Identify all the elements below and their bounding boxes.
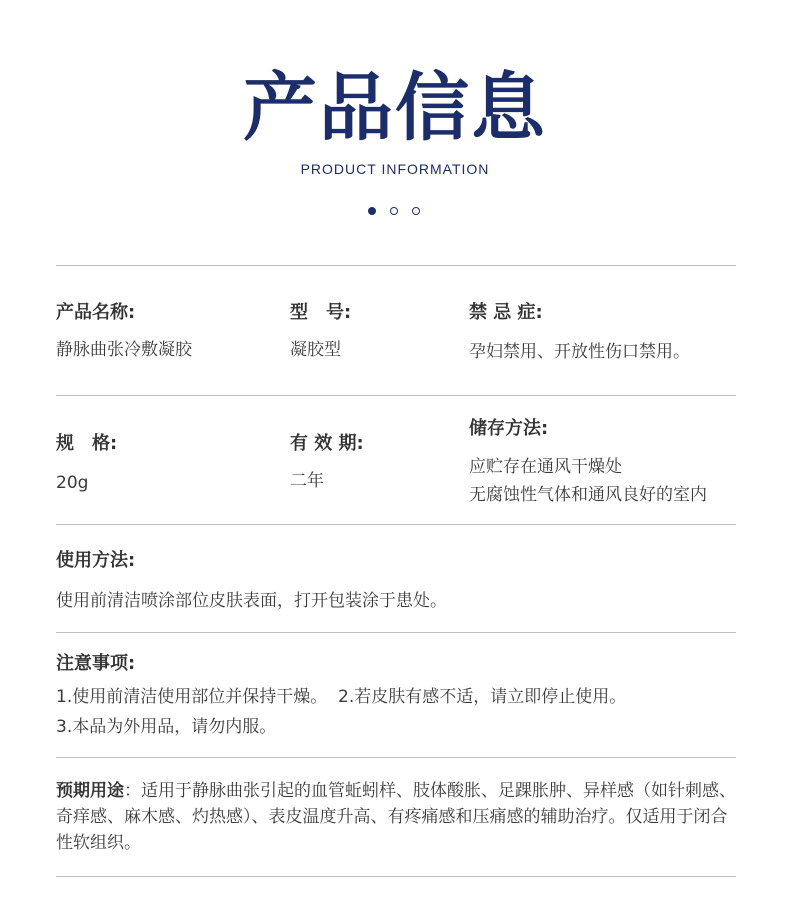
- divider: [56, 757, 736, 758]
- product-name-value: 静脉曲张冷敷凝胶: [56, 340, 192, 360]
- divider: [56, 876, 736, 877]
- dot: [390, 207, 398, 215]
- dot-active: [368, 207, 376, 215]
- validity-value: 二年: [290, 471, 324, 491]
- storage-line-2: 无腐蚀性气体和通风良好的室内: [469, 485, 707, 505]
- contraindication-value: 孕妇禁用、开放性伤口禁用。: [469, 342, 690, 362]
- notes-line-1: 1.使用前清洁使用部位并保持干燥。 2.若皮肤有感不适，请立即停止使用。: [56, 687, 627, 707]
- spec-value: 20g: [56, 473, 89, 493]
- storage-label: 储存方法:: [469, 418, 549, 439]
- divider: [56, 632, 736, 633]
- notes-line-2: 3.本品为外用品，请勿内服。: [56, 717, 277, 737]
- divider: [56, 524, 736, 525]
- validity-label: 有 效 期:: [290, 433, 364, 454]
- divider: [56, 395, 736, 396]
- product-name-label: 产品名称:: [56, 302, 136, 323]
- notes-label: 注意事项:: [56, 653, 136, 674]
- page-subtitle: PRODUCT INFORMATION: [300, 161, 490, 177]
- storage-line-1: 应贮存在通风干燥处: [469, 457, 622, 477]
- page-title: 产品信息: [243, 65, 547, 151]
- intended-use-text: ：适用于静脉曲张引起的血管蚯蚓样、肢体酸胀、足踝胀肿、异样感（如针刺感、奇痒感、麻木感、灼热感）、表皮温度升高、有疼痛感和压痛感的辅助治疗。仅适用于闭合性软组织。: [56, 781, 736, 853]
- spec-label: 规 格:: [56, 433, 118, 454]
- model-value: 凝胶型: [290, 340, 341, 360]
- dot: [412, 207, 420, 215]
- usage-text: 使用前清洁喷涂部位皮肤表面，打开包装涂于患处。: [56, 591, 447, 611]
- contraindication-label: 禁 忌 症:: [469, 302, 543, 323]
- intended-use-paragraph: [56, 778, 740, 856]
- intended-use-label: 预期用途: [56, 781, 124, 801]
- model-label: 型 号:: [290, 302, 352, 323]
- usage-label: 使用方法:: [56, 550, 136, 571]
- divider: [56, 265, 736, 266]
